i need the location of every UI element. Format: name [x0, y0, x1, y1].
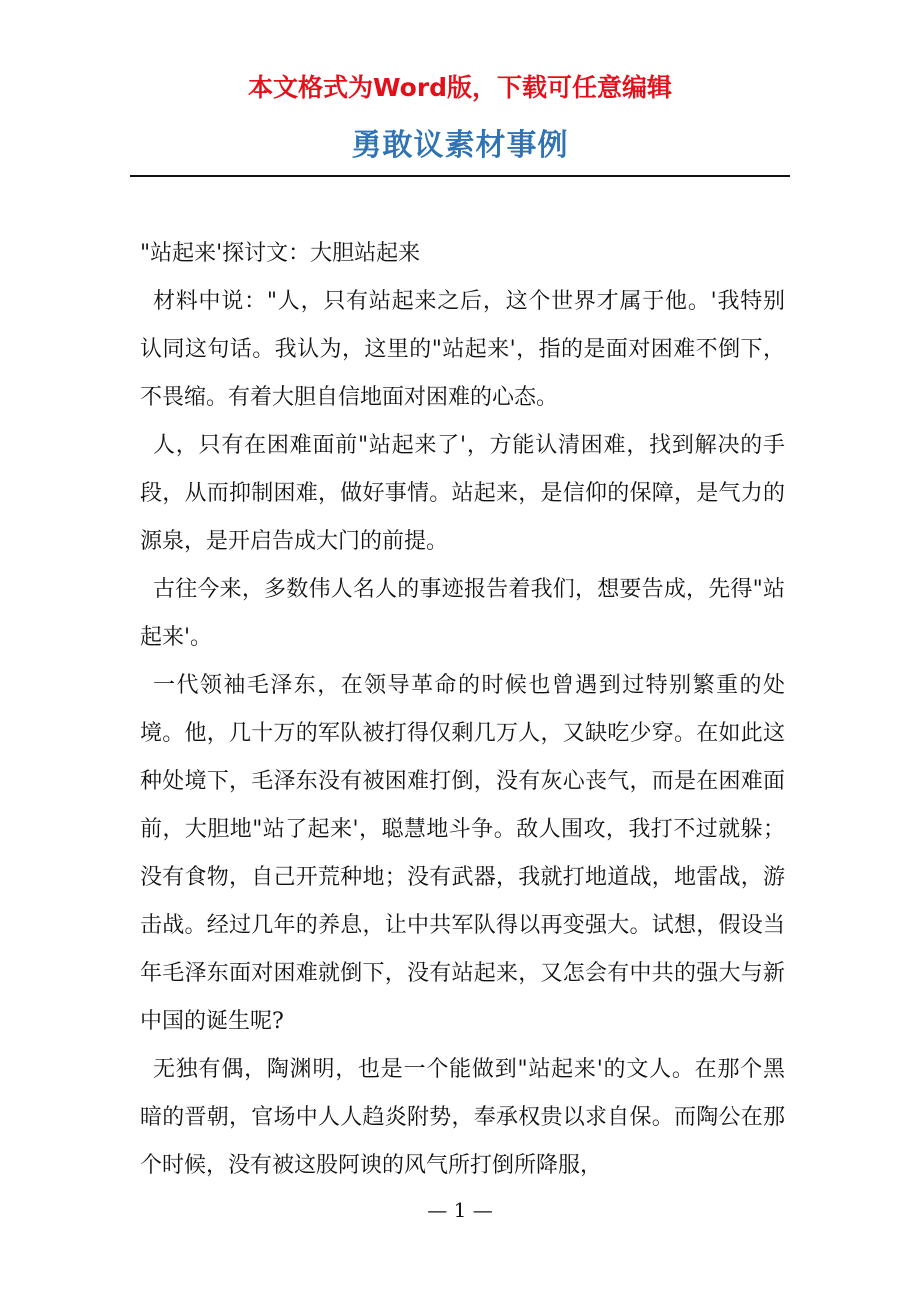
body-paragraph: 古往今来，多数伟人名人的事迹报告着我们，想要告成，先得"站起来'。: [140, 577, 785, 650]
body-paragraph: 材料中说："人，只有站起来之后，这个世界才属于他。'我特别认同这句话。我认为，这里的"站起来'，指的是面对困难不倒下，不畏缩。有着大胆自信地面对困难的心态。: [140, 289, 785, 410]
document-body: [140, 230, 785, 1190]
title-divider: [130, 175, 790, 177]
document-title: 勇敢议素材事例: [351, 128, 569, 163]
body-paragraph: 人，只有在困难面前"站起来了'，方能认清困难，找到解决的手段，从而抑制困难，做好事情。站起来，是信仰的保障，是气力的源泉，是开启告成大门的前提。: [140, 433, 785, 554]
download-notice-banner: 本文格式为Word版，下载可任意编辑: [247, 73, 673, 102]
body-paragraph-heading: "站起来'探讨文：大胆站起来: [140, 241, 421, 266]
page-number: — 1 —: [427, 1198, 493, 1222]
body-paragraph: 无独有偶，陶渊明，也是一个能做到"站起来'的文人。在那个黑暗的晋朝，官场中人人趋炎附势，奉承权贵以求自保。而陶公在那个时候，没有被这股阿谀的风气所打倒所降服，: [140, 1057, 785, 1178]
body-paragraph: 一代领袖毛泽东，在领导革命的时候也曾遇到过特别繁重的处境。他，几十万的军队被打得仅剩几万人，又缺吃少穿。在如此这种处境下，毛泽东没有被困难打倒，没有灰心丧气，而是在困难面前，大胆地"站了起来'，聪慧地斗争。敌人围攻，我打不过就躲；没有食物，自己开荒种地；没有武器，我就打地道战，地雷战，游击战。经过几年的养息，让中共军队得以再变强大。试想，假设当年毛泽东面对困难就倒下，没有站起来，又怎会有中共的强大与新中国的诞生呢?: [140, 673, 785, 1034]
